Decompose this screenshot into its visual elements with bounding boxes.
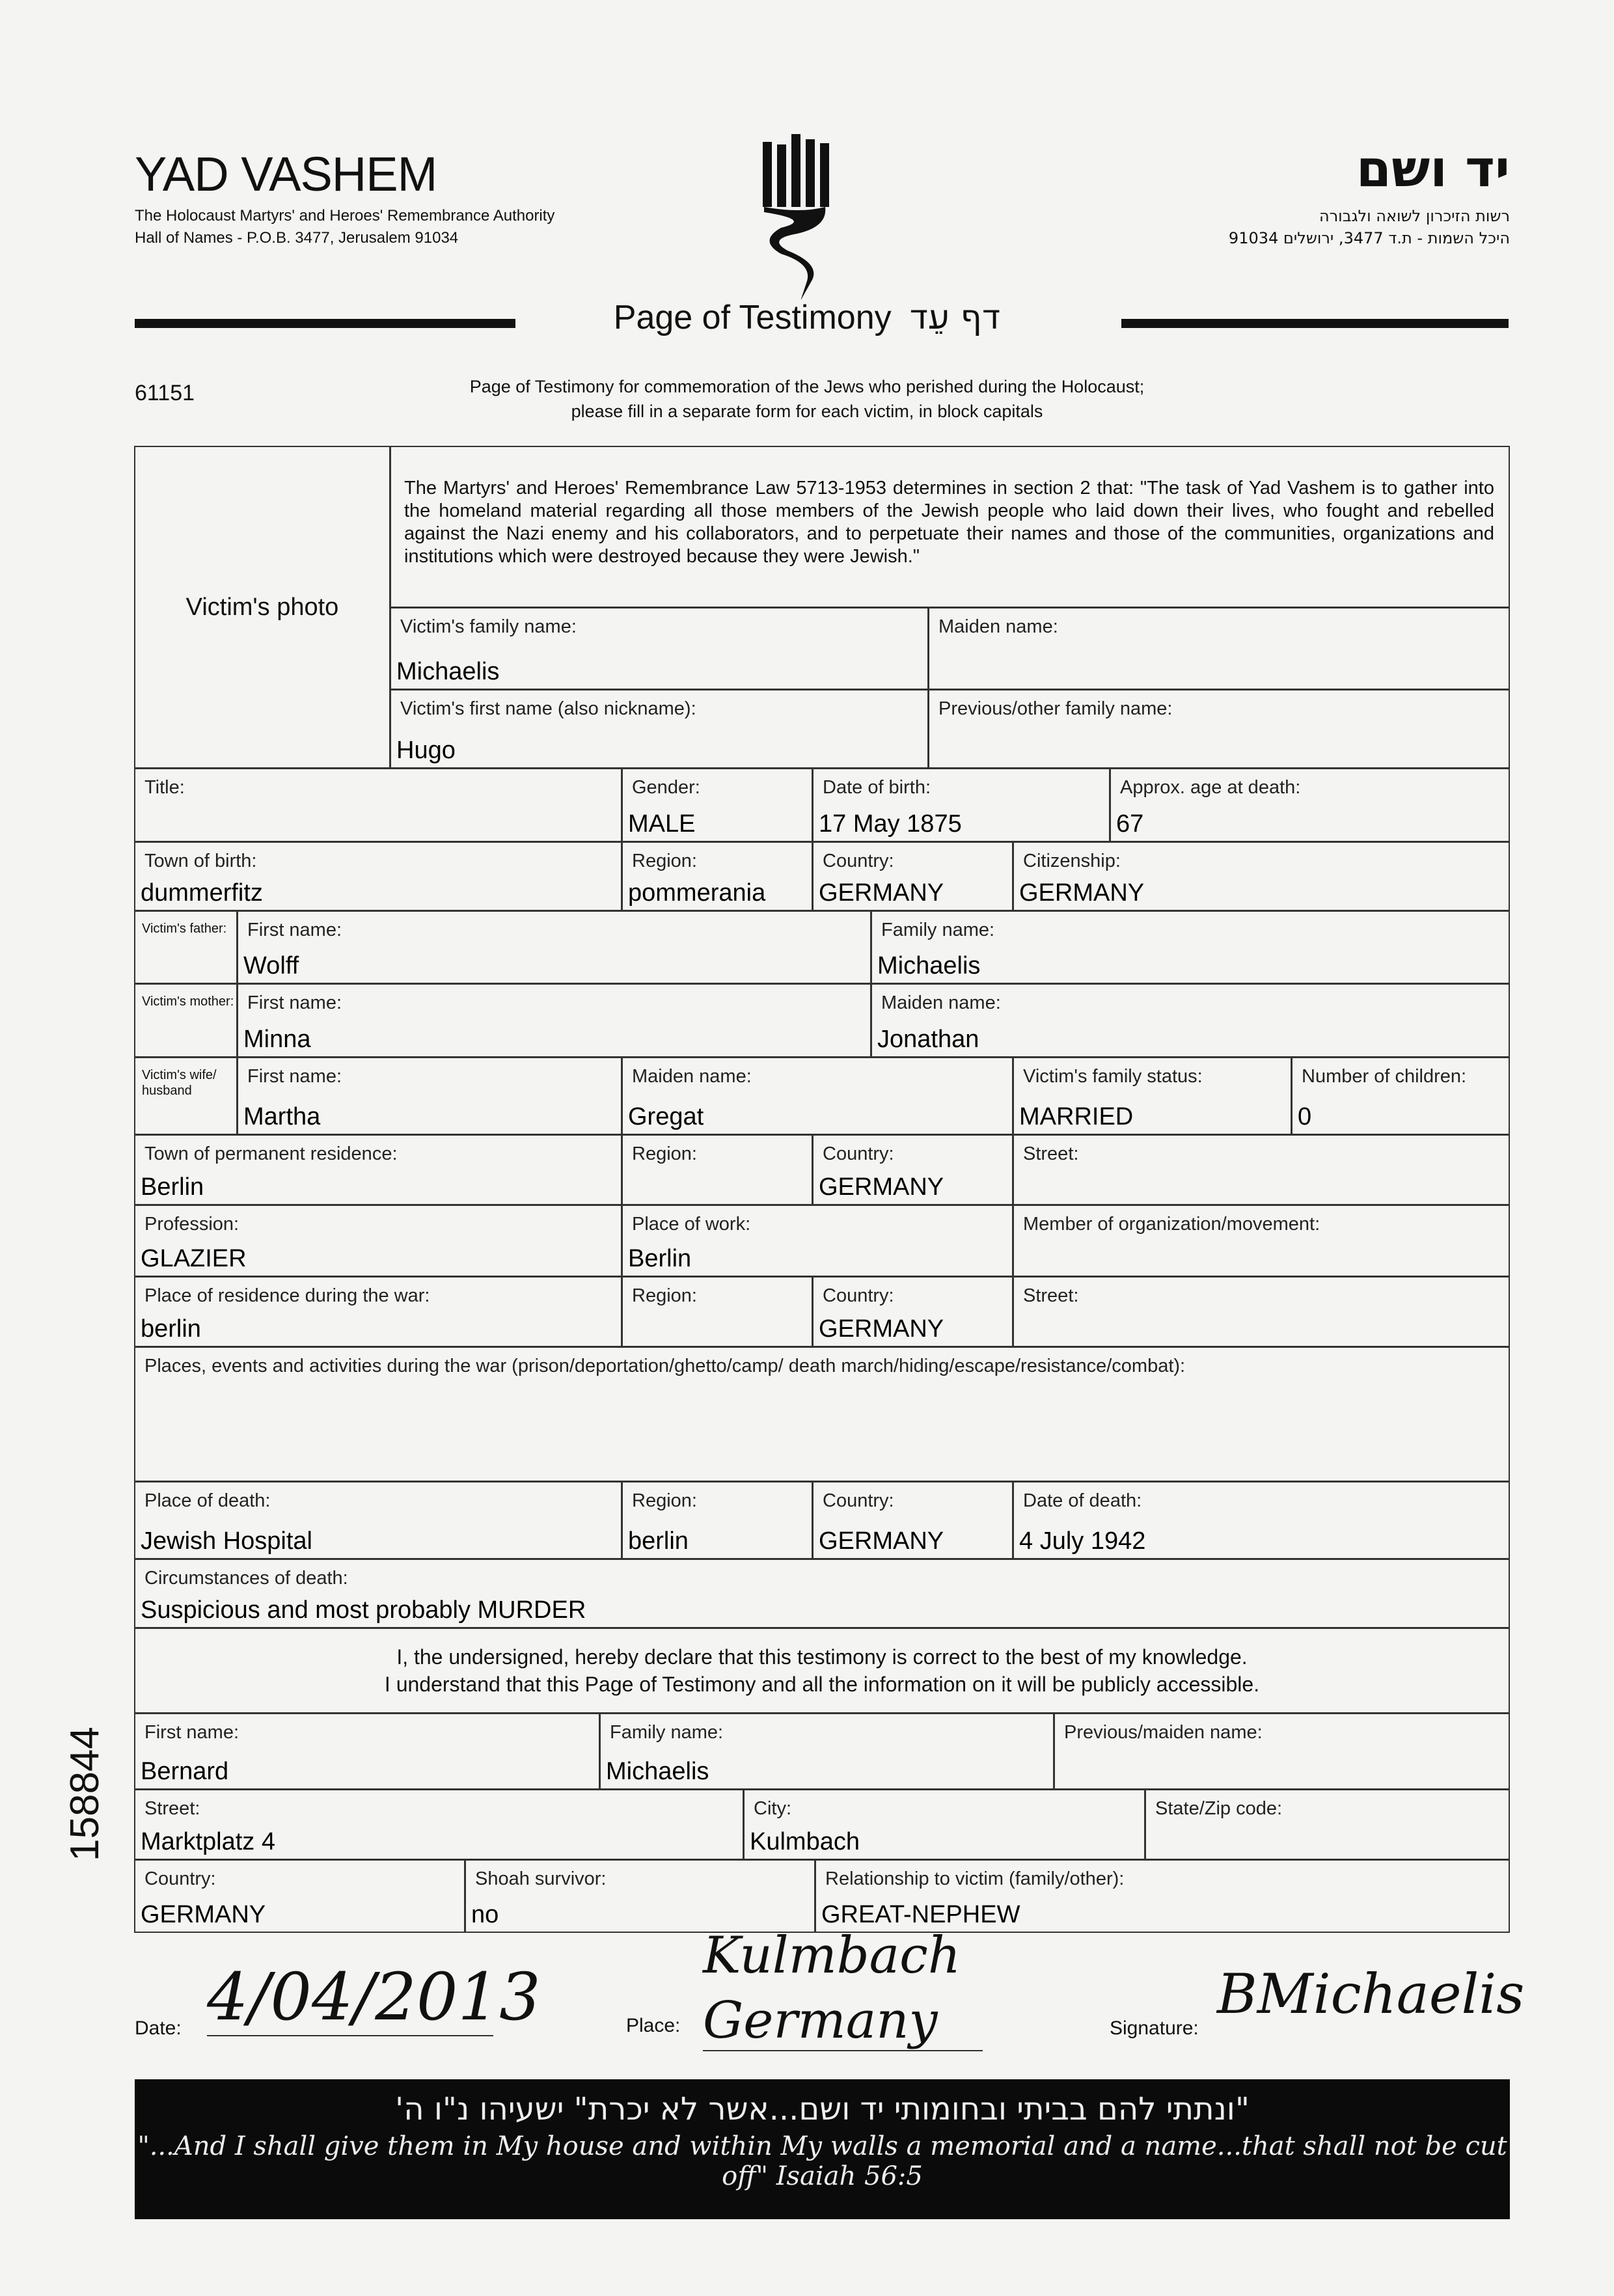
mother-first-field[interactable]: [237, 983, 871, 1058]
place-work-field[interactable]: [622, 1205, 1013, 1277]
family-status-field[interactable]: [1013, 1057, 1292, 1135]
mother-label: Victim's mother:: [142, 994, 234, 1009]
first-name-field[interactable]: [390, 689, 929, 769]
town-birth-label: Town of birth:: [144, 851, 257, 871]
children-field[interactable]: [1291, 1057, 1510, 1135]
war-region-field[interactable]: [622, 1276, 813, 1347]
relationship-value[interactable]: GREAT-NEPHEW: [821, 1901, 1020, 1928]
res-town-label: Town of permanent residence:: [144, 1143, 398, 1164]
sub-city-label: City:: [754, 1798, 791, 1819]
profession-field[interactable]: [134, 1205, 622, 1277]
war-res-label: Place of residence during the war:: [144, 1285, 430, 1306]
dob-value[interactable]: 17 May 1875: [819, 810, 962, 838]
maiden-name-field[interactable]: [928, 607, 1510, 690]
sub-street-value[interactable]: Marktplatz 4: [141, 1828, 275, 1855]
res-town-field[interactable]: [134, 1134, 622, 1205]
member-field[interactable]: [1013, 1205, 1510, 1277]
mother-maiden-value[interactable]: Jonathan: [877, 1026, 979, 1053]
spouse-maiden-label: Maiden name:: [632, 1066, 752, 1087]
declaration-line-2: I understand that this Page of Testimony and all the information on it will be publicly accessible.: [384, 1673, 1260, 1696]
res-country-field[interactable]: [812, 1134, 1013, 1205]
places-events-field[interactable]: [134, 1346, 1510, 1482]
res-street-field[interactable]: [1013, 1134, 1510, 1205]
res-street-label: Street:: [1023, 1143, 1079, 1164]
places-events-label: Places, events and activities during the war (prison/deportation/ghetto/camp/ death march/hiding/escape/resistance/combat):: [144, 1356, 1186, 1376]
res-country-value[interactable]: GERMANY: [819, 1173, 944, 1201]
sub-prev-field[interactable]: [1054, 1713, 1510, 1790]
gender-value[interactable]: MALE: [628, 810, 696, 838]
spouse-first-label: First name:: [247, 1066, 342, 1087]
place-work-label: Place of work:: [632, 1214, 751, 1235]
age-label: Approx. age at death:: [1120, 777, 1301, 798]
dob-label: Date of birth:: [823, 777, 931, 798]
death-date-value[interactable]: 4 July 1942: [1019, 1527, 1146, 1555]
spouse-first-field[interactable]: [237, 1057, 622, 1135]
spouse-maiden-value[interactable]: Gregat: [628, 1103, 704, 1130]
sub-street-label: Street:: [144, 1798, 200, 1819]
title-field[interactable]: [134, 768, 622, 842]
death-date-field[interactable]: [1013, 1481, 1510, 1559]
death-region-label: Region:: [632, 1490, 697, 1511]
circumstances-value[interactable]: Suspicious and most probably MURDER: [141, 1596, 586, 1624]
war-country-field[interactable]: [812, 1276, 1013, 1347]
sub-country-field[interactable]: [134, 1859, 465, 1933]
country-birth-field[interactable]: [812, 841, 1013, 911]
region-birth-value[interactable]: pommerania: [628, 879, 766, 907]
death-place-value[interactable]: Jewish Hospital: [141, 1527, 312, 1555]
mother-first-label: First name:: [247, 992, 342, 1013]
sub-first-value[interactable]: Bernard: [141, 1758, 229, 1785]
law-text: The Martyrs' and Heroes' Remembrance Law 5713-1953 determines in section 2 that: "The task of Yad Vashem is to gather into the homeland material regarding all those members of the Jewish people who laid down their lives, who fought and rebelled against the Nazi enemy and his collaborators, and to perpetuate their names and those of the communities, organizations and institutions which were destroyed because they were Jewish.": [404, 478, 1494, 567]
death-region-field[interactable]: [622, 1481, 813, 1559]
war-street-field[interactable]: [1013, 1276, 1510, 1347]
authority-name: The Holocaust Martyrs' and Heroes' Remembrance Authority: [135, 207, 555, 225]
town-birth-value[interactable]: dummerfitz: [141, 879, 263, 907]
place-label: Place:: [626, 2015, 681, 2036]
father-label: Victim's father:: [142, 922, 227, 936]
mother-section-label: [134, 983, 238, 1058]
page-title: Page of Testimony דף עֵד: [613, 298, 1001, 337]
law-text-box: [390, 446, 1510, 608]
father-section-label: [134, 910, 238, 984]
res-region-field[interactable]: [622, 1134, 813, 1205]
sub-street-field[interactable]: [134, 1789, 744, 1860]
circumstances-label: Circumstances of death:: [144, 1568, 348, 1589]
other-family-name-label: Previous/other family name:: [938, 698, 1173, 719]
sub-state-label: State/Zip code:: [1155, 1798, 1283, 1819]
place-value-country[interactable]: Germany: [703, 1991, 983, 2051]
father-first-field[interactable]: [237, 910, 871, 984]
form-number: 61151: [135, 381, 195, 405]
sub-country-label: Country:: [144, 1868, 216, 1889]
gender-label: Gender:: [632, 777, 700, 798]
father-family-value[interactable]: Michaelis: [877, 952, 981, 979]
family-status-label: Victim's family status:: [1023, 1066, 1203, 1087]
gender-field[interactable]: [622, 768, 813, 842]
sub-family-value[interactable]: Michaelis: [606, 1758, 709, 1785]
region-birth-field[interactable]: [622, 841, 813, 911]
father-first-label: First name:: [247, 920, 342, 940]
country-birth-label: Country:: [823, 851, 894, 871]
sub-first-label: First name:: [144, 1722, 239, 1743]
margin-number: 158844: [62, 1727, 107, 1861]
signature[interactable]: BMichaelis: [1217, 1962, 1525, 2026]
town-birth-field[interactable]: [134, 841, 622, 911]
mother-maiden-label: Maiden name:: [881, 992, 1001, 1013]
death-place-field[interactable]: [134, 1481, 622, 1559]
sub-city-value[interactable]: Kulmbach: [750, 1828, 860, 1855]
spouse-maiden-field[interactable]: [622, 1057, 1013, 1135]
death-country-label: Country:: [823, 1490, 894, 1511]
relationship-field[interactable]: [815, 1859, 1510, 1933]
title-label: Title:: [144, 777, 185, 798]
family-status-value[interactable]: MARRIED: [1019, 1103, 1134, 1130]
first-name-value[interactable]: Hugo: [396, 737, 456, 764]
war-res-value[interactable]: berlin: [141, 1315, 201, 1343]
spouse-first-value[interactable]: Martha: [243, 1103, 321, 1130]
res-town-value[interactable]: Berlin: [141, 1173, 204, 1201]
profession-value[interactable]: GLAZIER: [141, 1245, 247, 1272]
citizenship-field[interactable]: [1013, 841, 1510, 911]
family-name-field[interactable]: [390, 607, 929, 690]
other-family-name-field[interactable]: [928, 689, 1510, 769]
authority-address: Hall of Names - P.O.B. 3477, Jerusalem 91034: [135, 229, 459, 247]
sub-prev-label: Previous/maiden name:: [1064, 1722, 1263, 1743]
sub-first-field[interactable]: [134, 1713, 600, 1790]
res-country-label: Country:: [823, 1143, 894, 1164]
spouse-label: Victim's wife/ husband: [142, 1068, 217, 1098]
war-street-label: Street:: [1023, 1285, 1079, 1306]
death-date-label: Date of death:: [1023, 1490, 1142, 1511]
death-place-label: Place of death:: [144, 1490, 271, 1511]
family-name-label: Victim's family name:: [400, 616, 577, 637]
declaration-line-1: I, the undersigned, hereby declare that this testimony is correct to the best of my knowledge.: [396, 1645, 1248, 1669]
death-country-field[interactable]: [812, 1481, 1013, 1559]
sub-country-value[interactable]: GERMANY: [141, 1901, 266, 1928]
yad-vashem-logo-icon: [755, 130, 859, 299]
children-value[interactable]: 0: [1298, 1103, 1312, 1130]
survivor-value[interactable]: no: [471, 1901, 499, 1928]
profession-label: Profession:: [144, 1214, 239, 1235]
victim-photo-label: Victim's photo: [185, 593, 339, 621]
hebrew-address: היכל השמות - ת.ד 3477, ירושלים 91034: [1228, 229, 1510, 247]
member-label: Member of organization/movement:: [1023, 1214, 1320, 1235]
date-value[interactable]: 4/04/2013: [207, 1959, 541, 2035]
dob-field[interactable]: [812, 768, 1110, 842]
sub-city-field[interactable]: [743, 1789, 1145, 1860]
citizenship-value[interactable]: GERMANY: [1019, 879, 1145, 907]
signature-label: Signature:: [1110, 2017, 1199, 2039]
citizenship-label: Citizenship:: [1023, 851, 1121, 871]
death-region-value[interactable]: berlin: [628, 1527, 689, 1555]
age-value[interactable]: 67: [1116, 810, 1144, 838]
father-family-label: Family name:: [881, 920, 995, 940]
war-region-label: Region:: [632, 1285, 697, 1306]
children-label: Number of children:: [1302, 1066, 1467, 1087]
war-res-field[interactable]: [134, 1276, 622, 1347]
first-name-label: Victim's first name (also nickname):: [400, 698, 696, 719]
mother-maiden-field[interactable]: [871, 983, 1510, 1058]
death-country-value[interactable]: GERMANY: [819, 1527, 944, 1555]
relationship-label: Relationship to victim (family/other):: [825, 1868, 1125, 1889]
survivor-label: Shoah survivor:: [475, 1868, 607, 1889]
survivor-field[interactable]: [465, 1859, 815, 1933]
sub-family-field[interactable]: [599, 1713, 1054, 1790]
place-work-value[interactable]: Berlin: [628, 1245, 692, 1272]
age-field[interactable]: [1110, 768, 1510, 842]
victim-photo-box: [134, 446, 390, 769]
form-instructions: Page of Testimony for commemoration of the Jews who perished during the Holocaust; please fill in a separate form for each victim, in block capitals: [469, 377, 1145, 421]
banner-english-quote: "...And I shall give them in My house and within My walls a memorial and a name...that shall not be cut off" Isaiah 56:5: [137, 2131, 1507, 2191]
sub-state-field[interactable]: [1145, 1789, 1510, 1860]
father-first-value[interactable]: Wolff: [243, 952, 299, 979]
banner-hebrew-quote: "ונתתי להם בביתי ובחומותי יד ושם...אשר לא יכרת" ישעיהו נ"ו ה': [395, 2091, 1250, 2127]
res-region-label: Region:: [632, 1143, 697, 1164]
place-value-city: Kulmbach: [703, 1926, 961, 1985]
family-name-value[interactable]: Michaelis: [396, 658, 500, 685]
circumstances-field[interactable]: [134, 1559, 1510, 1628]
region-birth-label: Region:: [632, 851, 697, 871]
war-country-label: Country:: [823, 1285, 894, 1306]
sub-family-label: Family name:: [610, 1722, 724, 1743]
hebrew-authority: רשות הזיכרון לשואה ולגבורה: [1319, 207, 1510, 225]
maiden-name-label: Maiden name:: [938, 616, 1058, 637]
war-country-value[interactable]: GERMANY: [819, 1315, 944, 1343]
father-family-field[interactable]: [871, 910, 1510, 984]
spouse-section-label: [134, 1057, 238, 1135]
mother-first-value[interactable]: Minna: [243, 1026, 311, 1053]
isaiah-quote-banner: [135, 2079, 1510, 2219]
brand-title: YAD VASHEM: [135, 147, 437, 201]
date-label: Date:: [135, 2017, 182, 2039]
hebrew-brand: יד ושם: [1356, 140, 1510, 198]
declaration-box: [134, 1628, 1510, 1714]
country-birth-value[interactable]: GERMANY: [819, 879, 944, 907]
